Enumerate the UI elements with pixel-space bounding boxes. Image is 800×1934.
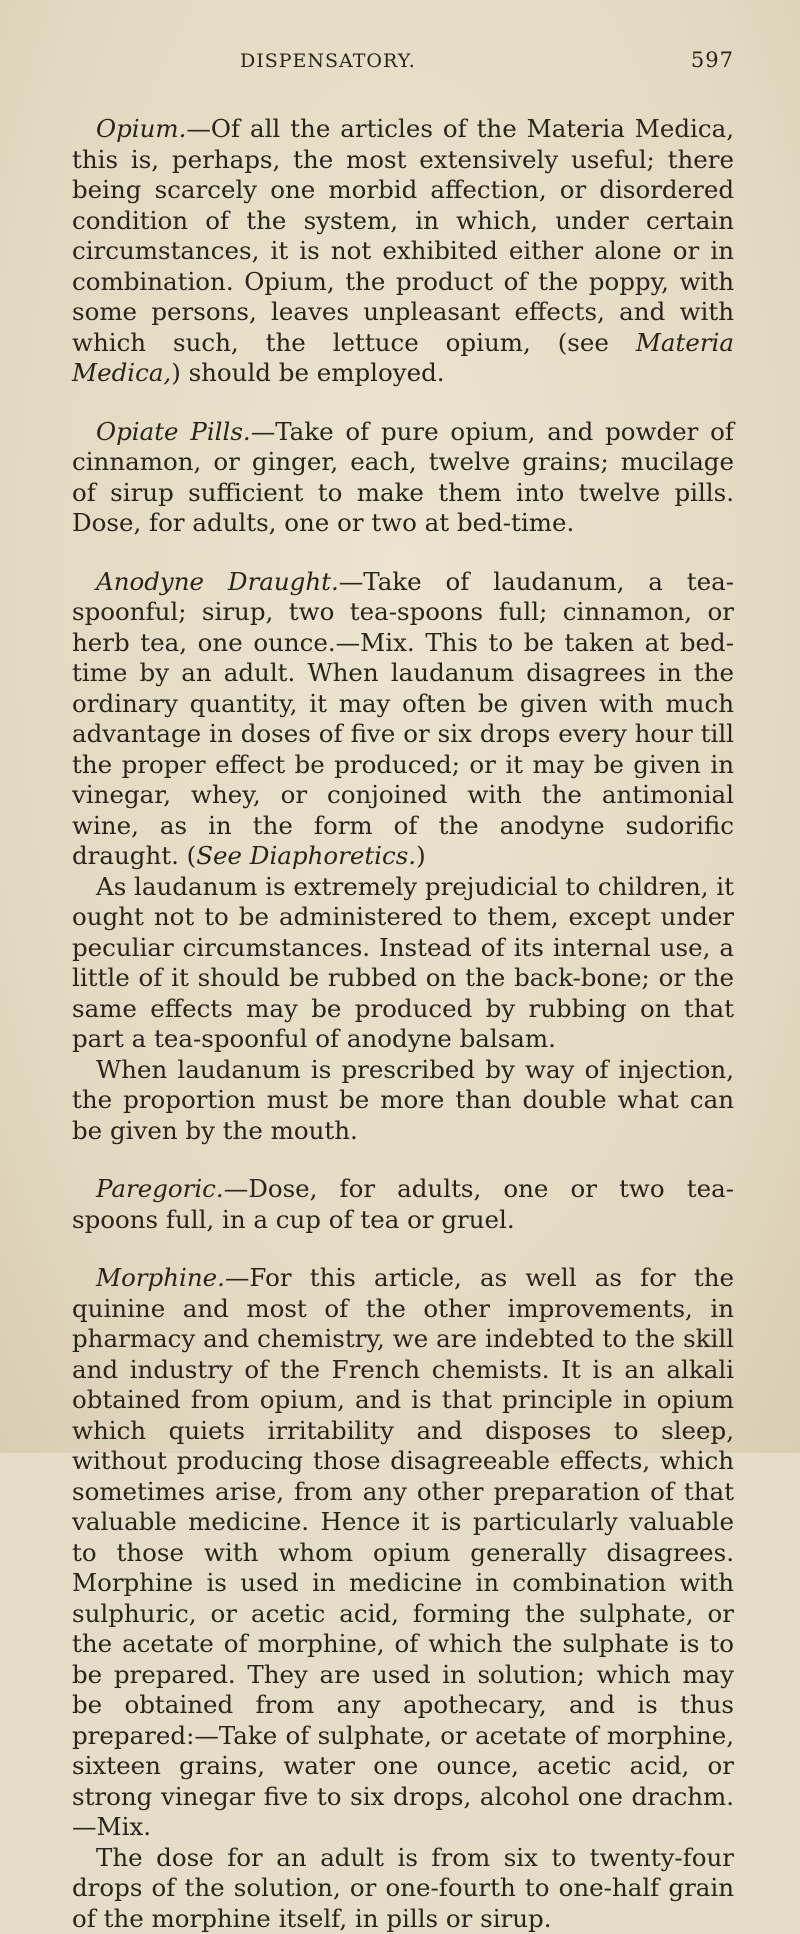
paragraph-laudanum-children [72, 872, 734, 1055]
paragraph-text: —Dose, for adults, one or two tea-spoons full, in a cup of tea or gruel. [72, 1174, 734, 1234]
section-heading-opium: Opium. [96, 114, 186, 143]
section-heading-opiate-pills: Opiate Pills. [96, 417, 251, 446]
paragraph-text: The dose for an adult is from six to twenty-four drops of the solution, or one-fourth to one-half grain of the morphine itself, in pills or sirup. [72, 1843, 734, 1933]
paragraph-opium [72, 114, 734, 389]
section-heading-paregoric: Paregoric. [96, 1174, 224, 1203]
paragraph-text: —Take of pure opium, and powder of cinnamon, or ginger, each, twelve grains; mucilage of sirup sufficient to make them into twelve pills. Dose, for adults, one or two at bed-time. [72, 417, 734, 538]
page-number: 597 [691, 48, 734, 72]
paragraph-text: —For this article, as well as for the quinine and most of the other improvements, in pharmacy and chemistry, we are indebted to the skill and industry of the French chemists. It is an alkali obtained from opium, and is that principle in opium which quiets irritability and disposes to sleep, without producing those disagreeable effects, which sometimes arise, from any other preparation of that valuable medicine. Hence it is particularly valuable to those with whom opium generally disagrees. Morphine is used in medicine in combination with sulphuric, or acetic acid, forming the sulphate, or the acetate of morphine, of which the sulphate is to be prepared. They are used in solution; which may be obtained from any apothecary, and is thus prepared:—Take of sulphate, or acetate of morphine, sixteen grains, water one ounce, acetic acid, or strong vinegar five to six drops, alcohol one drachm.—Mix. [72, 1263, 734, 1841]
paragraph-text: As laudanum is extremely prejudicial to children, it ought not to be administered to them, except under peculiar circumstances. Instead of its internal use, a little of it should be rubbed on the back-bone; or the same effects may be produced by rubbing on that part a tea-spoonful of anodyne balsam. [72, 872, 734, 1054]
paragraph-morphine [72, 1263, 734, 1843]
cross-reference: See Diaphoretics. [196, 841, 416, 870]
paragraph-text: When laudanum is prescribed by way of injection, the proportion must be more than double what can be given by the mouth. [72, 1055, 734, 1145]
paragraph-text-end: ) [416, 841, 426, 870]
running-title: DISPENSATORY. [240, 50, 416, 72]
cross-reference: Materia Medica, [72, 328, 734, 388]
paragraph-anodyne-draught [72, 567, 734, 872]
running-head [72, 48, 734, 86]
paragraph-paregoric [72, 1174, 734, 1235]
paragraph-opiate-pills [72, 417, 734, 539]
paragraph-morphine-dose [72, 1843, 734, 1934]
section-heading-anodyne-draught: Anodyne Draught. [96, 567, 339, 596]
section-heading-morphine: Morphine. [96, 1263, 225, 1292]
paragraph-text-end: ) should be employed. [171, 358, 444, 387]
paragraph-text: —Of all the articles of the Materia Medica, this is, perhaps, the most extensively useful; there being scarcely one morbid affection, or disordered condition of the system, in which, under certain circumstances, it is not exhibited either alone or in combination. Opium, the product of the poppy, with some persons, leaves unpleasant effects, and with which such, the lettuce opium, (see [72, 114, 734, 357]
paragraph-laudanum-injection [72, 1055, 734, 1147]
paragraph-text: —Take of laudanum, a tea-spoonful; sirup, two tea-spoons full; cinnamon, or herb tea, one ounce.—Mix. This to be taken at bed-time by an adult. When laudanum disagrees in the ordinary quantity, it may often be given with much advantage in doses of five or six drops every hour till the proper effect be produced; or it may be given in vinegar, whey, or conjoined with the antimonial wine, as in the form of the anodyne sudorific draught. ( [72, 567, 734, 871]
